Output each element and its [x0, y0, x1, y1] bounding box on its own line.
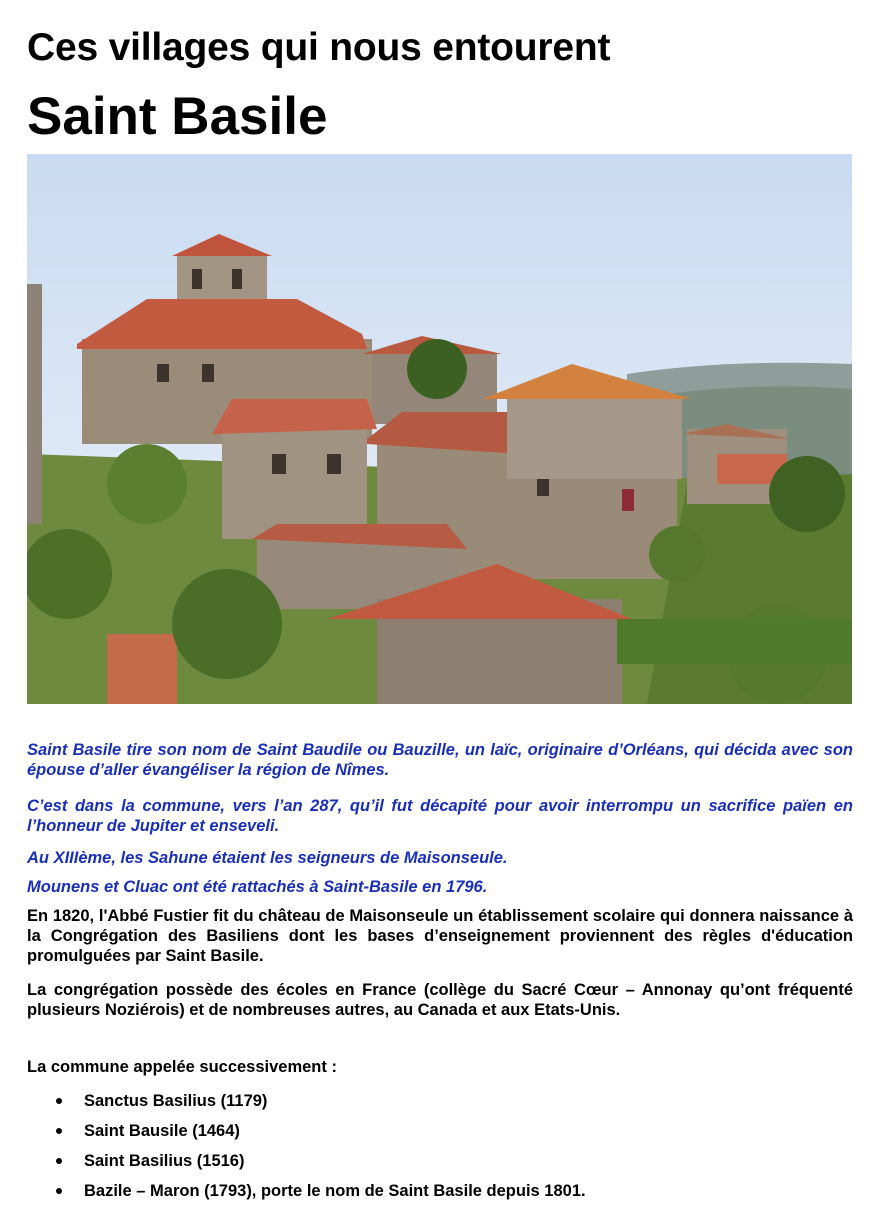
paragraph-lords: Au XIIIème, les Sahune étaient les seigneurs de Maisonseule.	[27, 849, 508, 867]
list-item	[27, 1120, 586, 1150]
paragraph-martyrdom: C’est dans la commune, vers l’an 287, qu’il fut décapité pour avoir interrompu un sacrifice païen en l’honneur de Jupiter et enseveli.	[27, 797, 853, 835]
list-item	[27, 1180, 586, 1210]
bullet-icon	[56, 1158, 62, 1164]
historical-names-list	[27, 1090, 586, 1210]
bullet-icon	[56, 1188, 62, 1194]
list-item-text: Saint Bausile (1464)	[84, 1122, 240, 1140]
paragraph-annexation: Mounens et Cluac ont été rattachés à Saint-Basile en 1796.	[27, 878, 488, 896]
names-intro: La commune appelée successivement :	[27, 1058, 337, 1076]
list-item	[27, 1090, 586, 1120]
list-item	[27, 1150, 586, 1180]
paragraph-schools: La congrégation possède des écoles en France (collège du Sacré Cœur – Annonay qu’ont fréquenté plusieurs Noziérois) et de nombreuses autres, au Canada et aux Etats-Unis.	[27, 981, 853, 1019]
paragraph-congregation: En 1820, l'Abbé Fustier fit du château de Maisonseule un établissement scolaire qui donnera naissance à la Congrégation des Basiliens dont les bases d’enseignement proviennent des règles d'éducation promulguées par Saint Basile.	[27, 907, 853, 965]
paragraph-origin: Saint Basile tire son nom de Saint Baudile ou Bauzille, un laïc, originaire d’Orléans, qui décida avec son épouse d’aller évangéliser la région de Nîmes.	[27, 741, 853, 779]
bullet-icon	[56, 1098, 62, 1104]
list-item-text: Sanctus Basilius (1179)	[84, 1092, 268, 1110]
bullet-icon	[56, 1128, 62, 1134]
village-photo	[27, 154, 852, 704]
village-title: Saint Basile	[27, 87, 328, 146]
list-item-text: Bazile – Maron (1793), porte le nom de Saint Basile depuis 1801.	[84, 1182, 586, 1200]
list-item-text: Saint Basilius (1516)	[84, 1152, 245, 1170]
series-title: Ces villages qui nous entourent	[27, 26, 611, 69]
